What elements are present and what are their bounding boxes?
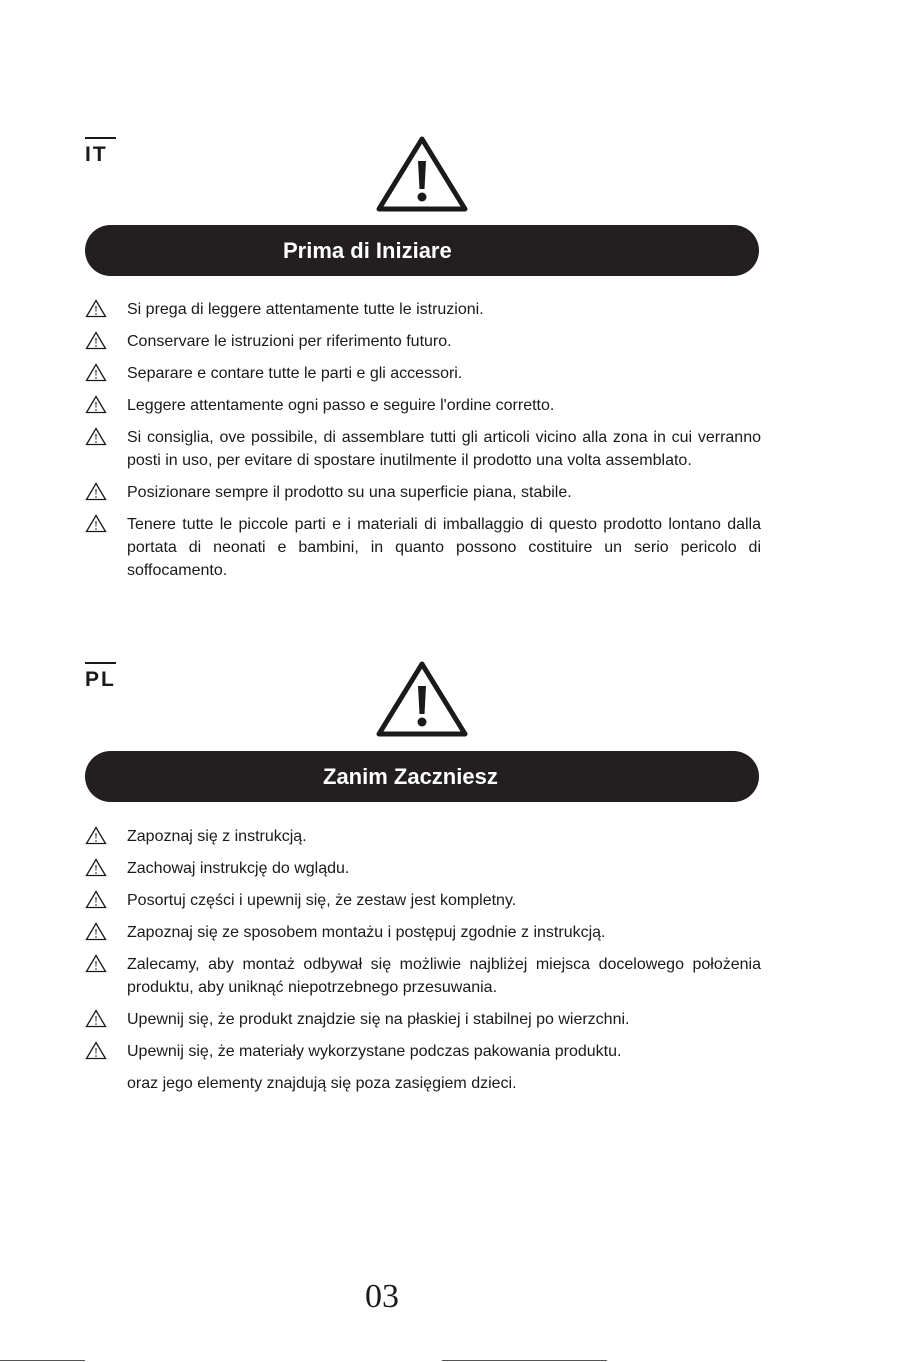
warning-triangle-outline-icon [85,826,107,845]
section-title-banner [85,225,759,276]
list-item: Zalecamy, aby montaż odbywał się możliwie najbliżej miejsca docelowego położenia produktu, aby uniknąć niepotrzebnego przesuwania. [85,953,761,999]
list-item-continuation: oraz jego elementy znajdują się poza zasięgiem dzieci. [127,1075,517,1092]
list-item: Zapoznaj się z instrukcją. [85,825,761,848]
section-title: Zanim Zaczniesz [323,763,498,789]
trim-mark [0,1360,85,1361]
warning-triangle-outline-icon [85,482,107,501]
list-item: Zapoznaj się ze sposobem montażu i postępuj zgodnie z instrukcją. [85,921,761,944]
warning-triangle-outline-icon [85,299,107,318]
list-item: Separare e contare tutte le parti e gli accessori. [85,362,761,385]
list-item: Upewnij się, że materiały wykorzystane podczas pakowania produktu. [85,1040,761,1063]
warning-triangle-outline-icon [85,858,107,877]
warning-triangle-outline-icon [85,331,107,350]
warning-list-it [85,298,761,591]
language-tag-pl: PL [85,662,116,690]
warning-triangle-outline-icon [85,954,107,973]
warning-triangle-icon [375,135,469,213]
section-title: Prima di Iniziare [283,237,452,263]
list-item: Upewnij się, że produkt znajdzie się na płaskiej i stabilnej po wierzchni. [85,1008,761,1031]
section-title-banner [85,751,759,802]
warning-triangle-outline-icon [85,363,107,382]
warning-triangle-outline-icon [85,890,107,909]
list-item: Zachowaj instrukcję do wglądu. [85,857,761,880]
warning-triangle-outline-icon [85,1009,107,1028]
warning-triangle-outline-icon [85,395,107,414]
list-item: Posizionare sempre il prodotto su una superficie piana, stabile. [85,481,761,504]
list-item: Posortuj części i upewnij się, że zestaw jest kompletny. [85,889,761,912]
trim-mark [442,1360,607,1361]
language-tag-it: IT [85,137,116,165]
page-number: 03 [365,1278,399,1315]
warning-triangle-icon [375,660,469,738]
warning-triangle-outline-icon [85,922,107,941]
list-item: Si consiglia, ove possibile, di assemblare tutti gli articoli vicino alla zona in cui verranno posti in uso, per evitare di spostare inutilmente il prodotto una volta assemblato. [85,426,761,472]
list-item: Conservare le istruzioni per riferimento futuro. [85,330,761,353]
warning-triangle-outline-icon [85,1041,107,1060]
list-item: Si prega di leggere attentamente tutte le istruzioni. [85,298,761,321]
list-item: Leggere attentamente ogni passo e seguire l'ordine corretto. [85,394,761,417]
warning-list-pl [85,825,761,1104]
warning-triangle-outline-icon [85,514,107,533]
list-item: Tenere tutte le piccole parti e i materiali di imballaggio di questo prodotto lontano dalla portata di neonati e bambini, in quanto possono costituire un serio pericolo di soffocamento. [85,513,761,582]
warning-triangle-outline-icon [85,427,107,446]
